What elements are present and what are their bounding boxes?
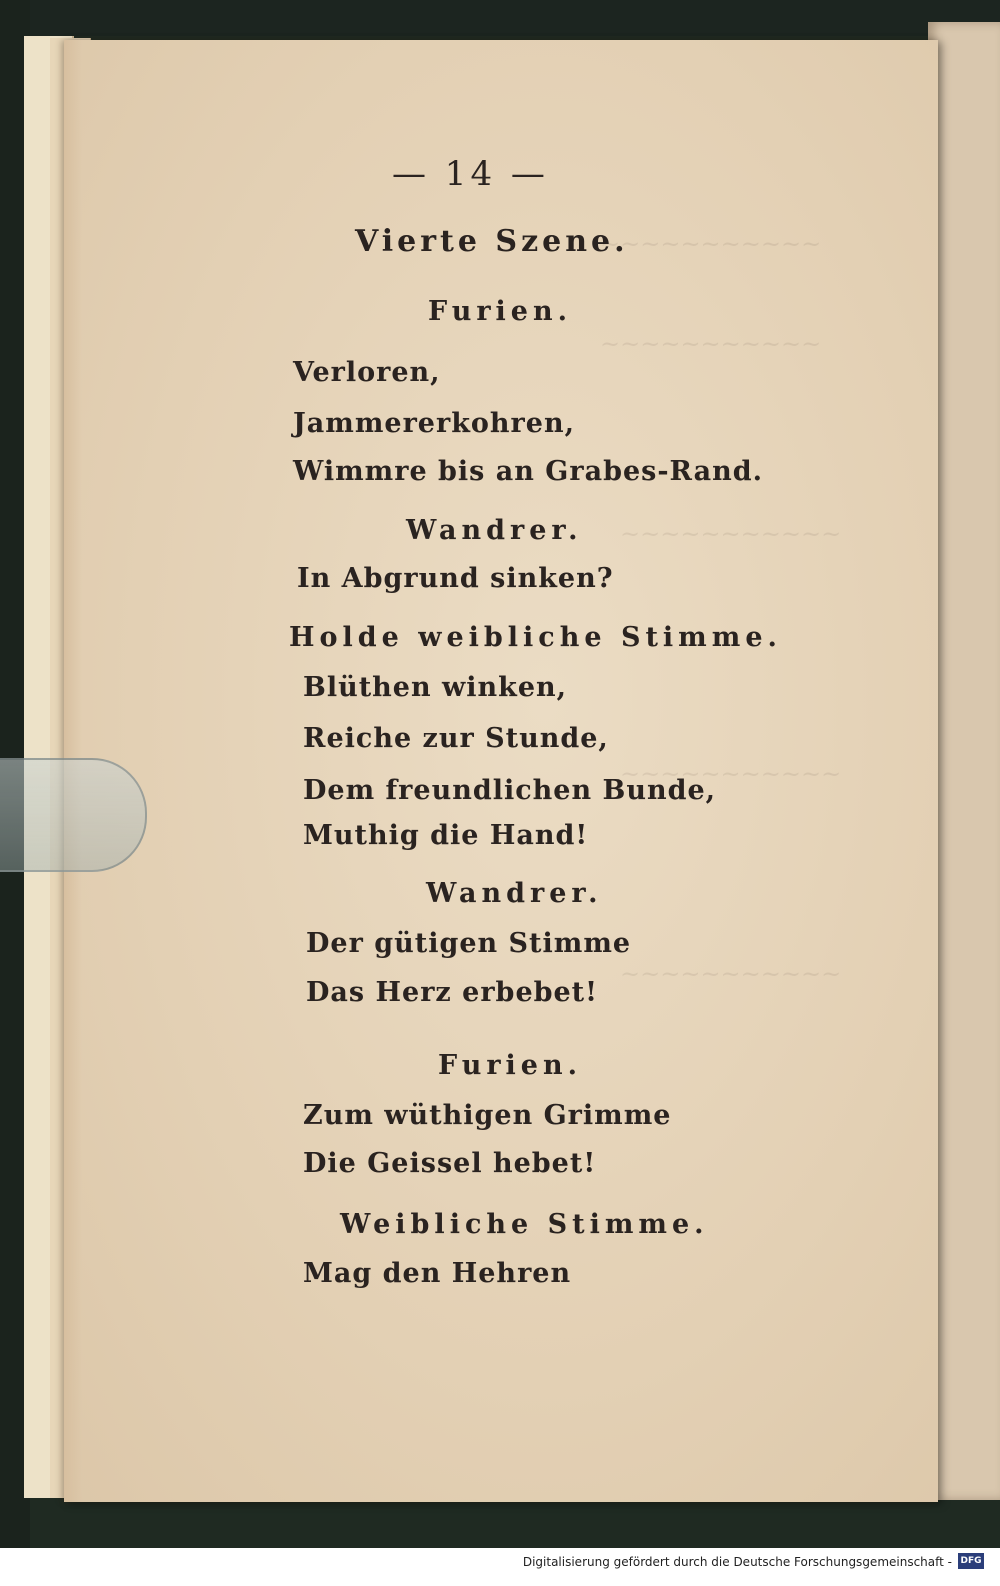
verse-line: Mag den Hehren xyxy=(303,1258,572,1289)
show-through: ~~~~~~~~~~~ xyxy=(600,330,822,358)
facing-page-edge xyxy=(928,22,1000,1500)
show-through: ~~~~~~~~~~~ xyxy=(620,520,842,548)
verse-line: Blüthen winken, xyxy=(303,672,568,703)
speaker-label: Furien. xyxy=(428,296,573,327)
funding-credit: Digitalisierung gefördert durch die Deutsche Forschungsgemeinschaft - xyxy=(522,1555,952,1569)
verse-line: Verloren, xyxy=(293,357,441,388)
show-through: ~~~~~~~~~~~ xyxy=(620,760,842,788)
verse-line: Wimmre bis an Grabes-Rand. xyxy=(293,456,764,487)
verse-line: In Abgrund sinken? xyxy=(297,563,614,594)
verse-line: Jammererkohren, xyxy=(293,408,575,439)
page-number: — 14 — xyxy=(392,154,549,194)
verse-line: Zum wüthigen Grimme xyxy=(303,1100,672,1131)
speaker-label: Furien. xyxy=(438,1050,583,1081)
verse-line: Reiche zur Stunde, xyxy=(303,723,609,754)
page-holder-clip xyxy=(0,758,147,872)
speaker-label: Holde weibliche Stimme. xyxy=(289,622,782,653)
scan-background-top xyxy=(0,0,1000,36)
verse-line: Dem freundlichen Bunde, xyxy=(303,775,717,806)
show-through: ~~~~~~~~~~~ xyxy=(600,230,822,258)
speaker-label: Wandrer. xyxy=(406,515,583,546)
speaker-label: Weibliche Stimme. xyxy=(340,1209,709,1240)
dfg-logo: DFG xyxy=(958,1553,984,1569)
verse-line: Der gütigen Stimme xyxy=(306,928,632,959)
verse-line: Muthig die Hand! xyxy=(303,820,589,851)
show-through: ~~~~~~~~~~~ xyxy=(620,960,842,988)
speaker-label: Wandrer. xyxy=(426,878,603,909)
verse-line: Die Geissel hebet! xyxy=(303,1148,597,1179)
scene-title: Vierte Szene. xyxy=(355,224,629,259)
verse-line: Das Herz erbebet! xyxy=(306,977,598,1008)
